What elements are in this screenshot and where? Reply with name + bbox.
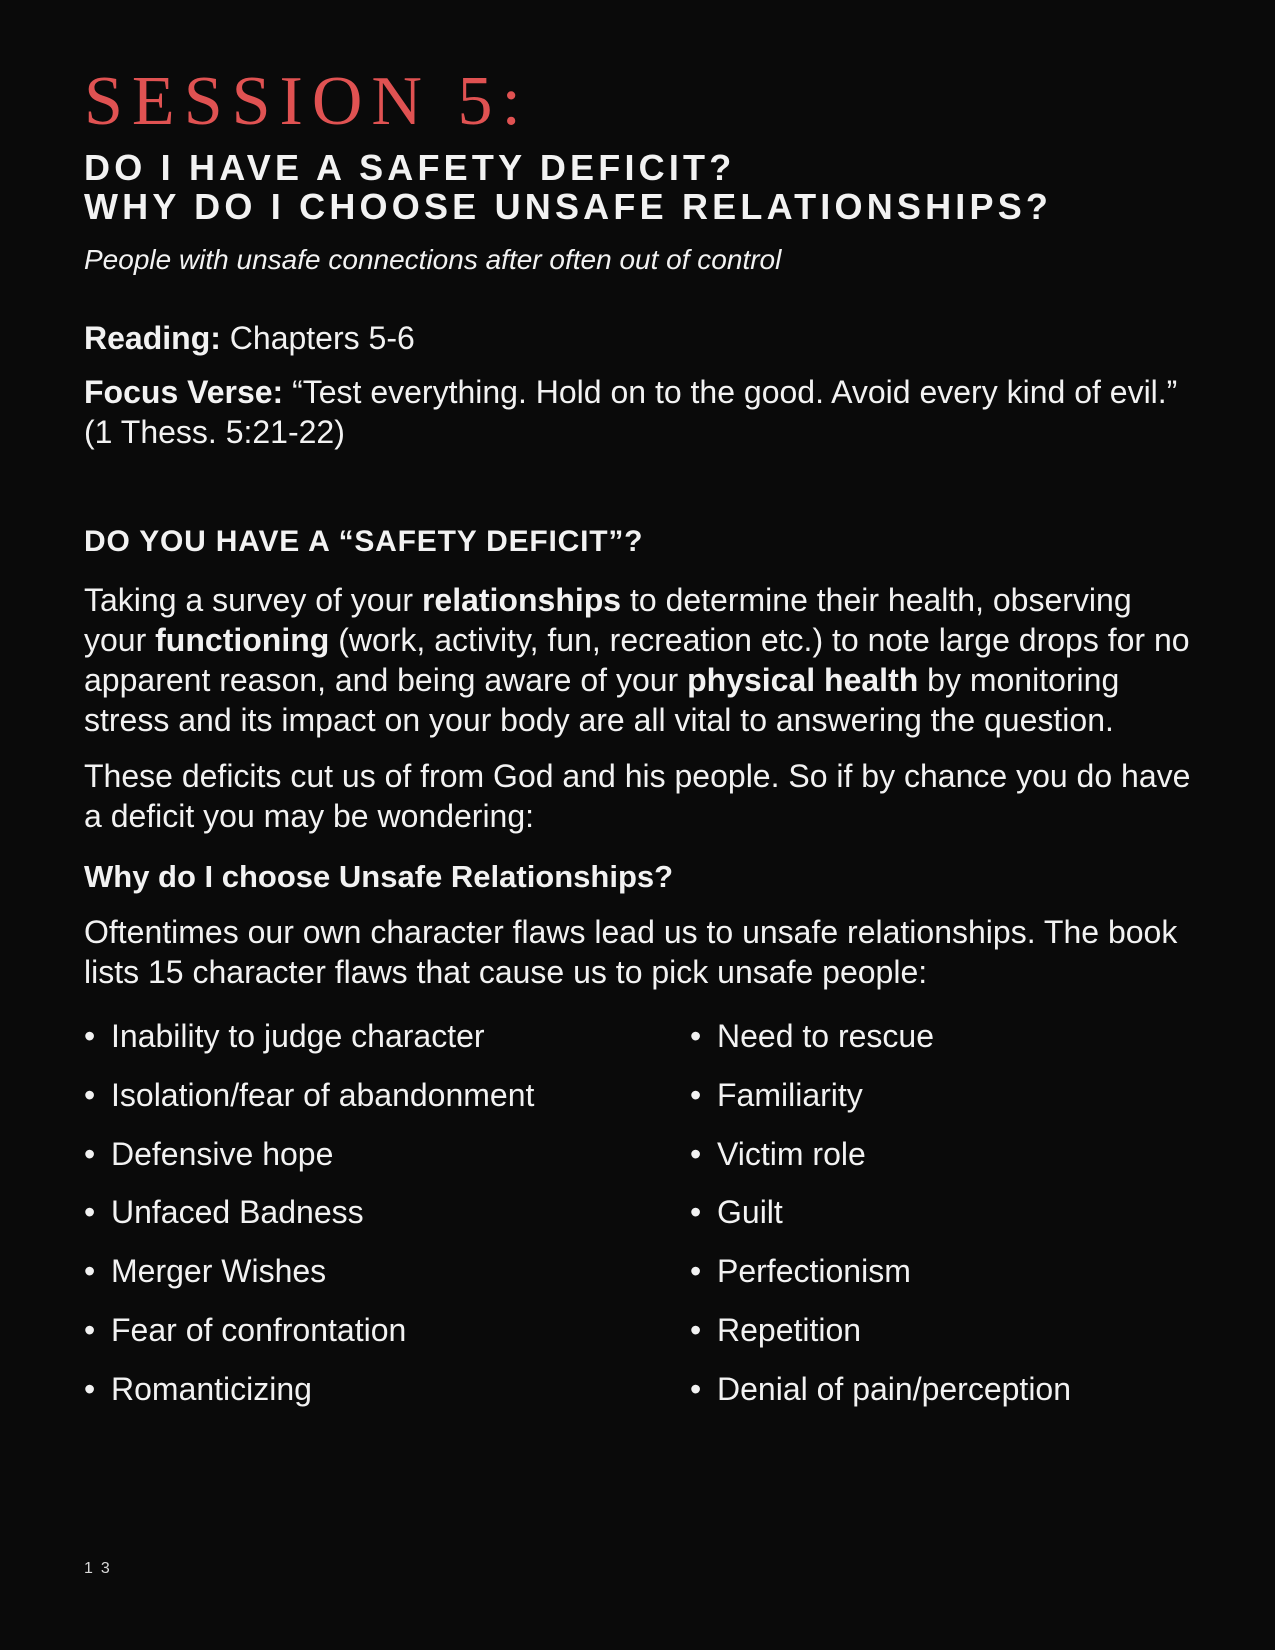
list-item: [690, 1192, 1194, 1232]
list-item: [690, 1369, 1194, 1409]
bullet-icon: •: [84, 1018, 96, 1054]
bullet-icon: •: [84, 1076, 96, 1113]
bullet-icon: •: [84, 1253, 96, 1290]
bullet-icon: •: [84, 1370, 96, 1407]
list-item-text: Merger Wishes: [111, 1253, 327, 1290]
list-item: [84, 1310, 690, 1350]
list-item-text: Denial of pain/perception: [717, 1370, 1072, 1407]
list-item-text: Need to rescue: [717, 1018, 935, 1054]
list-item: [690, 1075, 1194, 1115]
focus-verse-text: “Test everything. Hold on to the good. Avoid every kind of evil.” (1 Thess. 5:21-22): [84, 374, 1178, 450]
subheading-unsafe-relationships: Why do I choose Unsafe Relationships?: [84, 859, 674, 894]
bullet-icon: •: [690, 1018, 702, 1054]
bullet-icon: •: [690, 1135, 702, 1172]
reading-label: Reading:: [84, 320, 221, 356]
subtitle-line-2: WHY DO I CHOOSE UNSAFE RELATIONSHIPS?: [84, 186, 1053, 227]
list-item-text: Isolation/fear of abandonment: [111, 1076, 535, 1113]
flaws-left-column: [84, 1016, 690, 1428]
intro-text-2: to determine their health, observing your: [84, 582, 1132, 658]
focus-verse-line: [84, 372, 1194, 452]
list-item-text: Fear of confrontation: [111, 1311, 407, 1348]
list-item-text: Romanticizing: [111, 1370, 312, 1407]
intro-paragraph: [84, 580, 1194, 740]
list-item-text: Defensive hope: [111, 1135, 334, 1172]
page-number: 13: [84, 1560, 118, 1577]
bullet-icon: •: [84, 1194, 96, 1231]
list-item-text: Guilt: [717, 1194, 783, 1231]
deficit-paragraph: These deficits cut us of from God and his people. So if by chance you do have a deficit you may be wondering:: [84, 758, 1191, 834]
bullet-icon: •: [690, 1311, 702, 1348]
bullet-icon: •: [84, 1135, 96, 1172]
list-item-text: Inability to judge character: [111, 1018, 485, 1054]
list-item-text: Familiarity: [717, 1076, 863, 1113]
bullet-icon: •: [690, 1253, 702, 1290]
intro-bold-physical-health: physical health: [687, 662, 919, 698]
section-heading: DO YOU HAVE A “SAFETY DEFICIT”?: [84, 525, 644, 558]
list-item: [690, 1310, 1194, 1350]
list-item: [84, 1251, 690, 1291]
tagline: People with unsafe connections after often out of control: [84, 244, 782, 275]
reading-line: [84, 318, 1194, 358]
focus-verse-label: Focus Verse:: [84, 374, 284, 410]
list-item: [690, 1016, 1194, 1056]
list-item: [84, 1016, 690, 1056]
list-item: [84, 1192, 690, 1232]
document-page: [84, 62, 1194, 1428]
character-flaws-paragraph: Oftentimes our own character flaws lead us to unsafe relationships. The book lists 15 character flaws that cause us to pick unsafe people:: [84, 914, 1178, 990]
intro-text-4: by monitoring stress and its impact on your body are all vital to answering the question.: [84, 662, 1120, 738]
character-flaws-list: [84, 1016, 1194, 1428]
intro-text-1: Taking a survey of your: [84, 582, 422, 618]
bullet-icon: •: [690, 1194, 702, 1231]
list-item-text: Victim role: [717, 1135, 866, 1172]
list-item-text: Unfaced Badness: [111, 1194, 364, 1231]
list-item: [690, 1134, 1194, 1174]
reading-value: Chapters 5-6: [220, 320, 415, 356]
bullet-icon: •: [84, 1311, 96, 1348]
intro-text-3: (work, activity, fun, recreation etc.) to note large drops for no apparent reason, and being aware of your: [84, 622, 1190, 698]
subtitle-line-1: DO I HAVE A SAFETY DEFICIT?: [84, 147, 736, 188]
list-item: [84, 1134, 690, 1174]
list-item: [84, 1075, 690, 1115]
session-title: SESSION 5:: [84, 63, 530, 140]
session-subtitle: [84, 148, 1194, 226]
bullet-icon: •: [690, 1370, 702, 1407]
list-item: [690, 1251, 1194, 1291]
intro-bold-relationships: relationships: [421, 582, 622, 618]
list-item-text: Repetition: [717, 1311, 862, 1348]
bullet-icon: •: [690, 1076, 702, 1113]
list-item-text: Perfectionism: [717, 1253, 911, 1290]
list-item: [84, 1369, 690, 1409]
flaws-right-column: [690, 1016, 1194, 1428]
intro-bold-functioning: functioning: [155, 622, 330, 658]
